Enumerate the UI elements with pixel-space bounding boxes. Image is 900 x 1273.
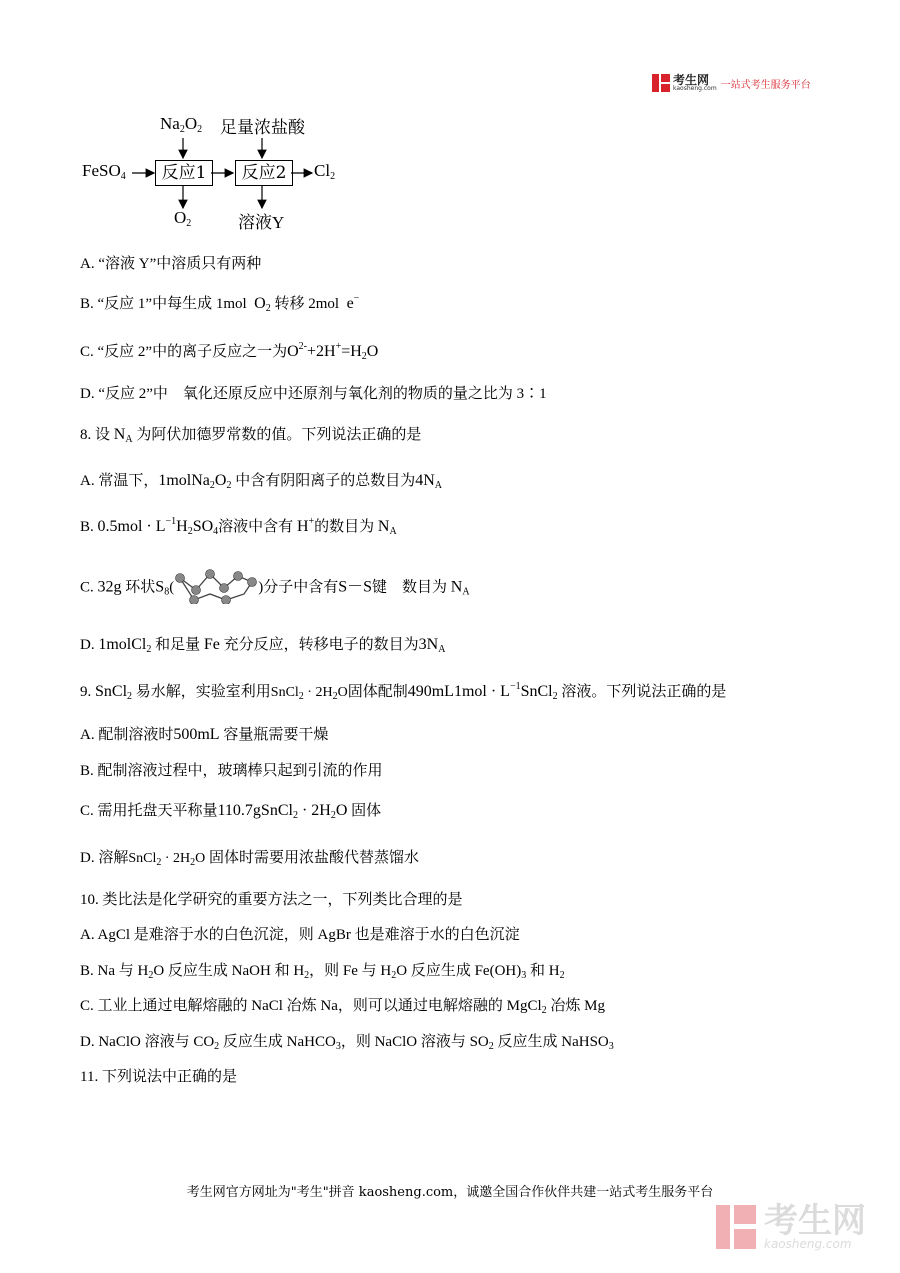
s8-atom xyxy=(248,578,257,587)
s8-atom xyxy=(220,584,229,593)
q10-option-c: C. 工业上通过电解熔融的 NaCl 冶炼 Na，则可以通过电解熔融的 MgCl$_2$ 冶炼 Mg xyxy=(80,998,606,1016)
reaction-box-2: 反应2 xyxy=(235,160,293,186)
q7-option-a: A. “溶液 Y”中溶质只有两种 xyxy=(80,256,262,272)
q10-option-d: D. NaClO 溶液与 $CO_2$ 反应生成 NaHCO$_3$，则 NaClO 溶液与 $SO_2$ 反应生成 NaHSO$_3$ xyxy=(80,1034,614,1052)
s8-atom xyxy=(234,572,243,581)
reaction-flow-diagram xyxy=(80,108,380,238)
q9-option-d: D. 溶解SnCl$_2$ · $2H_2O$ 固体时需要用浓盐酸代替蒸馏水 xyxy=(80,850,420,868)
s8-atom xyxy=(190,596,199,605)
q10-option-a: A. AgCl 是难溶于水的白色沉淀，则 AgBr 也是难溶于水的白色沉淀 xyxy=(80,927,520,943)
q8-option-a: A. 常温下，$1molNa_2O_2$ 中含有阴阳离子的总数目为$4N_A$ xyxy=(80,472,443,491)
logo-url: kaosheng.com xyxy=(673,85,717,92)
s8-atom xyxy=(206,570,215,579)
q9-option-a: A. 配制溶液时500mL 容量瓶需要干燥 xyxy=(80,726,329,743)
q10-stem: 10. 类比法是化学研究的重要方法之一，下列类比合理的是 xyxy=(80,892,463,908)
header-logo xyxy=(652,74,811,92)
s8-atom xyxy=(176,574,185,583)
watermark-name: 考生网 xyxy=(764,1201,866,1241)
output-o2: $O_2$ xyxy=(174,208,192,229)
reagent-na2o2: $Na_2O_2$ xyxy=(160,114,203,135)
s8-atom xyxy=(192,586,201,595)
watermark-url: kaosheng.com xyxy=(764,1237,852,1251)
page-footer: 考生网官方网址为"考生"拼音 kaosheng.com，诚邀全国合作伙伴共建一站式考生服务平台 xyxy=(186,1185,714,1200)
reagent-hcl: 足量浓盐酸 xyxy=(220,118,305,138)
q9-option-c: C. 需用托盘天平称量110.7gSnCl$_2$ · $2H_2O$ 固体 xyxy=(80,802,382,821)
q11-stem: 11. 下列说法中正确的是 xyxy=(80,1069,237,1085)
q9-stem: 9. SnCl$_2$ 易水解，实验室利用SnCl$_2$ · $2H_2O$固体配制$490mL1mol \cdot L^{-1}SnCl_2$ 溶液。下列说法正确的是 xyxy=(80,681,727,702)
reaction-box-1: 反应1 xyxy=(155,160,213,186)
s8-ring-structure xyxy=(174,564,258,604)
q9-option-b: B. 配制溶液过程中，玻璃棒只起到引流的作用 xyxy=(80,763,383,779)
q10-option-b: B. Na 与 $H_2O$ 反应生成 NaOH 和 $H_2$，则 Fe 与 $H_2O$ 反应生成 $Fe(OH)_3$ 和 $H_2$ xyxy=(80,963,565,981)
watermark xyxy=(716,1201,866,1251)
q8-stem: 8. 设 $N_A$ 为阿伏加德罗常数的值。下列说法正确的是 xyxy=(80,426,422,445)
q8-option-d: D. 1molCl$_2$ 和足量 Fe 充分反应，转移电子的数目为$3N_A$ xyxy=(80,636,446,655)
s8-atom xyxy=(222,596,231,605)
logo-mark-icon xyxy=(652,74,670,92)
logo-text xyxy=(673,74,717,92)
q7-option-b: B. “反应 1”中每生成 1mol $O_2$ 转移 2mol e− xyxy=(80,293,360,314)
logo-slogan: 一站式考生服务平台 xyxy=(720,79,811,91)
q7-option-d: D. “反应 2”中 氧化还原反应中还原剂与氧化剂的物质的量之比为 3∶1 xyxy=(80,386,547,402)
q7-option-c: C. “反应 2”中的离子反应之一为$O^{2-}+2H^+=H_2O$ xyxy=(80,341,379,362)
q8-option-b: B. $0.5mol \cdot L^{-1}H_2SO_4$溶液中含有 H+的数目为 $N_A$ xyxy=(80,516,397,537)
watermark-logo-icon xyxy=(716,1205,756,1249)
output-solution-y: 溶液Y xyxy=(238,213,285,232)
output-cl2: $Cl_2$ xyxy=(314,161,336,182)
input-feso4: FeSO$_4$ xyxy=(82,161,126,182)
logo-name: 考生网 xyxy=(673,73,710,87)
q8-option-c: C. 32g 环状$S_8$( )分子中含有S－S键 数目为 $N_A$ xyxy=(80,572,470,604)
